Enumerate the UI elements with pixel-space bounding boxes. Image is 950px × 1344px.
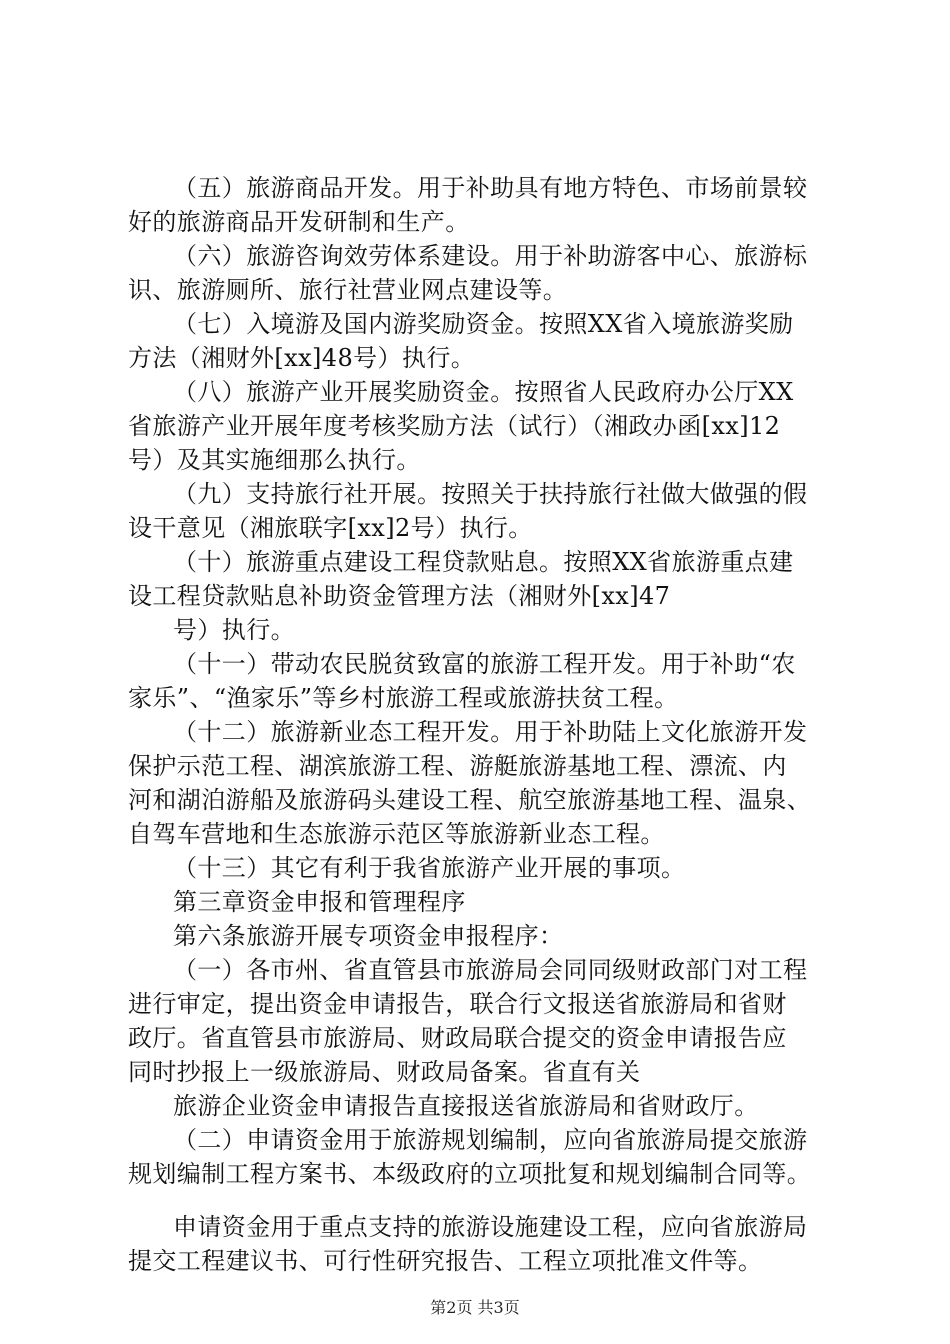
text-line: （十）旅游重点建设工程贷款贴息。按照XX省旅游重点建 [173, 548, 794, 576]
text-line: 方法（湘财外[xx]48号）执行。 [128, 344, 476, 372]
text-line: （十三）其它有利于我省旅游产业开展的事项。 [173, 854, 686, 882]
text-line: 省旅游产业开展年度考核奖励方法（试行）（湘政办函[xx]12 [128, 412, 781, 440]
page-footer: 第2页 共3页 [430, 1298, 520, 1317]
text-line: 河和湖泊游船及旅游码头建设工程、航空旅游基地工程、温泉、 [128, 786, 812, 814]
text-line: 号）及其实施细那么执行。 [128, 446, 421, 474]
text-line: 进行审定，提出资金申请报告，联合行文报送省旅游局和省财 [128, 990, 787, 1018]
text-line: （一）各市州、省直管县市旅游局会同同级财政部门对工程 [173, 956, 808, 984]
text-line: 设工程贷款贴息补助资金管理方法（湘财外[xx]47 [128, 582, 671, 610]
text-line: 保护示范工程、湖滨旅游工程、游艇旅游基地工程、漂流、内 [128, 752, 787, 780]
text-line: （六）旅游咨询效劳体系建设。用于补助游客中心、旅游标 [173, 242, 808, 270]
text-line: 号）执行。 [173, 616, 295, 644]
text-line: （七）入境游及国内游奖励资金。按照XX省入境旅游奖励 [173, 310, 794, 338]
text-line: （五）旅游商品开发。用于补助具有地方特色、市场前景较 [173, 174, 808, 202]
section-heading: 第三章资金申报和管理程序 [173, 888, 466, 916]
text-line: 提交工程建议书、可行性研究报告、工程立项批准文件等。 [128, 1247, 763, 1275]
text-line: 政厅。省直管县市旅游局、财政局联合提交的资金申请报告应 [128, 1024, 787, 1052]
text-line: 申请资金用于重点支持的旅游设施建设工程，应向省旅游局 [173, 1213, 808, 1241]
text-line: 规划编制工程方案书、本级政府的立项批复和规划编制合同等。 [128, 1160, 812, 1188]
text-line: 同时抄报上一级旅游局、财政局备案。省直有关 [128, 1058, 641, 1086]
text-line: （九）支持旅行社开展。按照关于扶持旅行社做大做强的假 [173, 480, 808, 508]
text-line: 设干意见（湘旅联字[xx]2号）执行。 [128, 514, 533, 542]
text-line: （十二）旅游新业态工程开发。用于补助陆上文化旅游开发 [173, 718, 808, 746]
article-heading: 第六条旅游开展专项资金申报程序： [173, 922, 564, 950]
text-line: 旅游企业资金申请报告直接报送省旅游局和省财政厅。 [173, 1092, 759, 1120]
text-line: 家乐”、“渔家乐”等乡村旅游工程或旅游扶贫工程。 [128, 684, 679, 712]
text-line: 自驾车营地和生态旅游示范区等旅游新业态工程。 [128, 820, 665, 848]
text-line: （十一）带动农民脱贫致富的旅游工程开发。用于补助“农 [173, 650, 796, 678]
text-line: （八）旅游产业开展奖励资金。按照省人民政府办公厅XX [173, 378, 794, 406]
text-line: 识、旅游厕所、旅行社营业网点建设等。 [128, 276, 568, 304]
text-line: （二）申请资金用于旅游规划编制，应向省旅游局提交旅游 [173, 1126, 808, 1154]
text-line: 好的旅游商品开发研制和生产。 [128, 208, 470, 236]
